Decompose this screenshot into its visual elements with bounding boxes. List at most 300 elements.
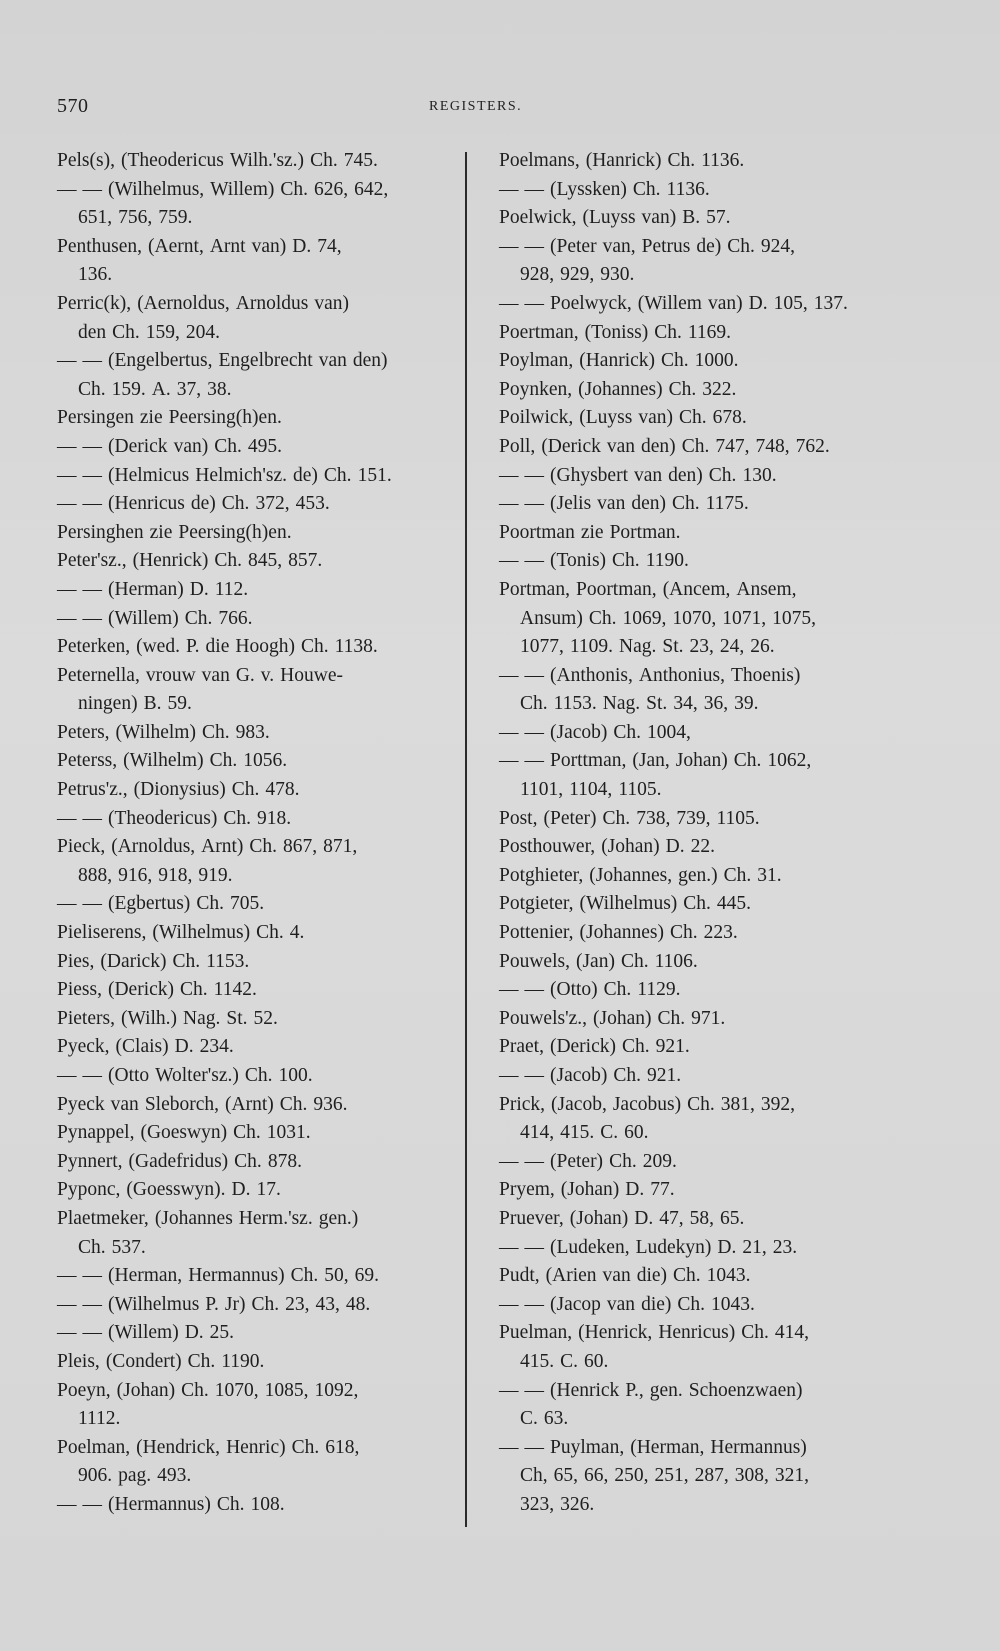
index-word: Ch. (184, 607, 213, 629)
index-word: Arnt) (201, 836, 244, 858)
index-word: (Helmicus (108, 464, 190, 486)
index-word: Ch. (112, 321, 140, 343)
index-word: 65, (553, 1465, 579, 1487)
index-word: Pleis, (57, 1350, 100, 1372)
index-word: 38. (207, 378, 232, 400)
index-entry-line (499, 147, 909, 176)
index-word: (Lyssken) (550, 178, 627, 200)
index-word: Wolter'sz.) (155, 1065, 239, 1086)
index-word: Ch. (673, 1265, 701, 1287)
index-word: 1106. (654, 950, 698, 972)
index-entry-line (499, 519, 909, 548)
index-word: Anthonius, (638, 664, 726, 686)
index-word: Ch. (234, 1150, 262, 1172)
index-word: v. (260, 664, 275, 686)
index-word: — (524, 1379, 544, 1401)
index-word: (Ghysbert (550, 464, 628, 486)
index-word: — (524, 664, 544, 686)
index-word: 626, (314, 178, 349, 200)
index-word: 478. (265, 779, 300, 801)
index-entry-line (57, 547, 462, 576)
index-entry-line (57, 776, 462, 805)
index-word: 1092, (314, 1379, 359, 1401)
index-word: (Derick (541, 435, 601, 457)
index-word: — (499, 1065, 519, 1086)
index-word: ningen) (78, 693, 138, 715)
index-entry-line (57, 719, 462, 748)
index-word: Ansum) (520, 607, 583, 629)
index-word: Ch. (214, 435, 242, 457)
index-entry-line (499, 948, 909, 977)
index-word: Nag. (602, 693, 641, 715)
index-word: D. (634, 1207, 654, 1229)
index-word: Poynken, (499, 378, 573, 400)
index-word: 108. (250, 1493, 285, 1515)
index-word: — (499, 493, 519, 515)
index-word: — (57, 893, 77, 915)
index-word: Pyponc, (57, 1179, 121, 1201)
index-word: Pieck, (57, 836, 106, 858)
index-word: — (499, 979, 519, 1001)
index-word: Ch. (223, 807, 252, 829)
index-word: 1105. (716, 807, 760, 829)
index-word: (Clais) (115, 1036, 169, 1058)
index-word: 58, (689, 1207, 714, 1229)
index-entry-line (57, 147, 462, 176)
index-word: 871, (323, 836, 358, 858)
index-word: 1169. (687, 321, 732, 343)
index-word: St. (662, 636, 684, 658)
index-word: 69. (354, 1265, 379, 1287)
index-word: — (499, 1236, 519, 1258)
index-word: Ch. (669, 922, 698, 944)
index-word: 414, (520, 1122, 555, 1144)
index-word: (Henrick (550, 1379, 620, 1401)
index-word: de) (696, 235, 722, 257)
index-word: — (57, 1293, 77, 1315)
index-word: 1112. (78, 1408, 121, 1430)
index-word: D. (189, 578, 209, 600)
index-word: Pynappel, (57, 1122, 135, 1144)
index-word: Persingen (57, 407, 134, 429)
index-word: (Johan) (593, 1007, 652, 1029)
index-word: 22. (690, 836, 716, 858)
index-word: Hermannus) (188, 1265, 285, 1287)
index-entry-line (57, 261, 462, 290)
index-word: Ch. (687, 1093, 715, 1115)
index-word: Helmich'sz. (195, 464, 288, 486)
index-entry-line (57, 833, 462, 862)
index-word: 1105. (618, 779, 662, 801)
index-word: Petrus'z., (57, 779, 128, 801)
index-word: — (499, 550, 519, 572)
index-word: Ch. (632, 178, 661, 200)
index-word: 1069, (622, 607, 667, 629)
index-word: 936. (313, 1093, 348, 1115)
index-word: D. (231, 1179, 251, 1201)
index-word: den) (352, 350, 388, 372)
index-word: — (82, 435, 102, 457)
index-word: Porttman, (550, 750, 627, 772)
index-word: 23. (772, 1236, 798, 1258)
index-entry-line (499, 1148, 909, 1177)
index-word: Ch, (520, 1465, 548, 1487)
index-word: 151. (357, 464, 392, 486)
index-word: — (524, 721, 544, 743)
index-word: (Johannes (154, 1207, 233, 1229)
index-word: van (201, 664, 230, 686)
index-word: B. (143, 693, 162, 715)
index-entry-line (57, 1205, 462, 1234)
index-word: 37, (176, 378, 202, 400)
running-head: REGISTERS. (429, 99, 523, 114)
index-word: van) (638, 407, 673, 429)
index-entry-line (499, 662, 909, 691)
index-word: D. (174, 1036, 194, 1058)
index-word: 1136. (701, 150, 745, 171)
index-word: 1104, (569, 779, 613, 801)
index-entry-line (57, 1234, 462, 1263)
index-word: 48. (345, 1293, 371, 1315)
index-entry-line (57, 176, 462, 205)
index-entry-line (499, 261, 909, 290)
index-word: Peternella, (57, 664, 140, 686)
index-word: 1056. (243, 750, 288, 772)
index-word: — (82, 464, 102, 486)
index-word: 136. (78, 264, 113, 286)
index-word: Penthusen, (57, 235, 143, 257)
index-entry-line (57, 862, 462, 891)
index-word: Ch. (201, 721, 230, 743)
index-word: B. (682, 207, 701, 229)
index-word: 43, (315, 1293, 340, 1315)
index-word: Ch. (677, 1293, 706, 1315)
index-word: (Wilhelmus) (152, 922, 251, 944)
index-word: van (633, 464, 663, 486)
index-word: 1190. (645, 550, 689, 572)
index-word: (Johan) (560, 1179, 620, 1201)
index-word: (Aernoldus, (137, 292, 230, 314)
index-word: 1175. (705, 493, 749, 515)
index-word: Poelwyck, (550, 292, 632, 314)
index-word: Potghieter, (499, 864, 584, 886)
index-word: 857. (288, 550, 323, 572)
index-word: Wilh.'sz.) (229, 150, 305, 171)
index-word: Pieliserens, (57, 922, 147, 944)
index-word: Henricus) (658, 1322, 736, 1344)
page-number: 570 (57, 95, 89, 117)
index-entry-line (499, 1348, 909, 1377)
index-word: zie (139, 407, 163, 429)
index-word: — (499, 235, 519, 257)
index-word: 759. (158, 207, 193, 229)
index-word: — (82, 578, 102, 600)
index-word: (Jacop (550, 1293, 601, 1315)
index-entry-line (57, 805, 462, 834)
index-word: 878. (267, 1150, 302, 1172)
index-word: Ch. (249, 836, 278, 858)
index-word: Persinghen (57, 521, 144, 543)
index-word: 1062, (767, 750, 812, 772)
index-word: (Luyss (582, 207, 636, 229)
index-word: — (524, 292, 544, 314)
index-word: 739, (676, 807, 711, 829)
index-word: — (82, 1322, 102, 1344)
index-word: Jr) (224, 1293, 246, 1315)
index-word: Ch. (310, 150, 338, 171)
index-entry-line (57, 519, 462, 548)
index-word: (Theodericus (120, 150, 224, 171)
index-word: Peterss, (57, 750, 118, 772)
index-entry-line (499, 233, 909, 262)
index-word: zie (580, 521, 604, 543)
index-word: 1129. (637, 979, 681, 1001)
index-word: Pyeck (57, 1093, 105, 1115)
index-word: 24, (719, 636, 745, 658)
index-word: 642, (354, 178, 389, 200)
index-word: — (524, 1236, 544, 1258)
index-word: Ch. (603, 979, 632, 1001)
index-entry-line (499, 919, 909, 948)
index-word: (Peter (550, 235, 597, 257)
index-word: 21, (742, 1236, 767, 1258)
index-word: die) (636, 1265, 668, 1287)
index-word: 63. (543, 1408, 569, 1430)
index-word: 323, (520, 1493, 555, 1515)
index-word: 1071, (722, 607, 767, 629)
index-entry-line (57, 1434, 462, 1463)
index-word: 1070, (214, 1379, 259, 1401)
index-word: Thoenis) (731, 664, 801, 686)
index-word: Ch. (323, 464, 352, 486)
index-word: — (499, 1293, 519, 1315)
index-word: (Johan) (569, 1207, 629, 1229)
index-entry-line (499, 747, 909, 776)
index-word: Ch. (667, 150, 696, 171)
index-word: — (82, 1493, 102, 1515)
index-word: 26. (750, 636, 775, 658)
index-word: van (110, 1093, 139, 1115)
index-word: — (82, 893, 102, 915)
index-word: Peters, (57, 721, 110, 743)
index-word: 888, (78, 864, 113, 886)
index-word: Peersing(h)en. (178, 521, 292, 543)
index-word: 745. (343, 150, 378, 171)
index-word: 1070, (672, 607, 717, 629)
index-entry-line (499, 1262, 909, 1291)
index-word: 65. (719, 1207, 745, 1229)
index-word: Ch. (221, 493, 250, 515)
index-word: Ch. (180, 979, 208, 1001)
index-word: Perric(k), (57, 292, 132, 314)
index-entry-line (499, 1291, 909, 1320)
index-entry-line (499, 404, 909, 433)
index-word: Herm.'sz. (238, 1207, 313, 1229)
index-word: van, (602, 235, 636, 257)
index-word: Schoenzwaen) (688, 1379, 803, 1401)
index-word: 100. (278, 1065, 313, 1086)
index-entry-line (57, 290, 462, 319)
index-word: 381, (720, 1093, 755, 1115)
index-word: Ch. (671, 493, 700, 515)
index-word: — (499, 664, 519, 686)
index-word: 66, (584, 1465, 609, 1487)
index-entry-line (499, 1319, 909, 1348)
index-word: Poylman, (499, 350, 574, 372)
index-word: (Luyss (579, 407, 633, 429)
index-word: 537. (111, 1236, 146, 1258)
index-entry-line (57, 1405, 462, 1434)
index-word: 618, (325, 1436, 360, 1458)
index-word: den) (641, 435, 676, 457)
index-word: 1153. (206, 950, 250, 972)
index-word: — (82, 1265, 102, 1287)
index-word: den) (631, 493, 666, 515)
index-word: 1138. (334, 636, 378, 658)
index-word: Ch. (602, 807, 631, 829)
index-word: gen.) (318, 1207, 359, 1229)
index-word: 748, (755, 435, 790, 457)
index-word: 705. (229, 893, 265, 915)
index-entry-line (57, 747, 462, 776)
index-word: Ch. (741, 1322, 769, 1344)
index-word: Pryem, (499, 1179, 555, 1201)
index-word: (Hermannus) (108, 1493, 211, 1515)
index-word: (Willem) (108, 1322, 179, 1344)
index-word: Henric) (226, 1436, 286, 1458)
index-entry-line (499, 1405, 909, 1434)
index-word: Ch. (244, 1065, 273, 1086)
index-word: (Johannes, (589, 864, 673, 886)
index-word: Ansem, (736, 578, 797, 600)
index-word: Poll, (499, 435, 536, 457)
index-word: (Hendrick, (136, 1436, 221, 1458)
index-word: C. (560, 1350, 579, 1372)
index-word: Portman. (609, 521, 681, 543)
index-word: van (606, 435, 636, 457)
index-word: Ch. (727, 235, 755, 257)
index-word: 223. (703, 922, 738, 944)
index-word: 678. (712, 407, 747, 429)
index-word: — (57, 350, 77, 372)
index-word: (Jelis (550, 493, 592, 515)
index-entry-line (499, 1205, 909, 1234)
index-word: — (57, 807, 77, 829)
index-entry-line (499, 862, 909, 891)
index-word: (Jacob) (550, 1065, 608, 1086)
index-word: Ch. (520, 693, 548, 715)
index-word: Ch. (668, 378, 697, 400)
index-word: (Anthonis, (550, 664, 633, 686)
index-entry-line (499, 833, 909, 862)
index-word: 1142. (213, 979, 257, 1001)
index-word: gen. (649, 1379, 683, 1401)
index-word: — (57, 178, 77, 200)
index-entry-line (57, 890, 462, 919)
index-word: (Jacob, (551, 1093, 607, 1115)
index-word: (Peter) (543, 807, 597, 829)
index-word: Puelman, (499, 1322, 573, 1344)
index-word: 919. (198, 864, 233, 886)
index-entry-line (499, 719, 909, 748)
index-word: P. (185, 636, 200, 658)
index-word: (Otto (108, 1065, 150, 1086)
index-word: Ch. (251, 1293, 280, 1315)
index-entry-line (57, 633, 462, 662)
index-word: — (57, 1265, 77, 1287)
index-word: Ch. (216, 1493, 245, 1515)
index-entry-line (57, 976, 462, 1005)
index-word: (Wilhelmus) (579, 893, 678, 915)
index-word: P. (205, 1293, 219, 1315)
index-word: Ch. (78, 378, 106, 400)
index-word: 1043. (706, 1265, 751, 1287)
index-word: 372, (255, 493, 290, 515)
index-word: 738, (636, 807, 671, 829)
index-word: Peter'sz., (57, 550, 127, 572)
index-word: 60. (624, 1122, 649, 1144)
index-word: Ch. (622, 1036, 650, 1058)
index-word: Plaetmeker, (57, 1207, 149, 1229)
index-word: de) (293, 464, 318, 486)
index-entry-line (57, 1491, 462, 1520)
index-word: Poortman (499, 521, 575, 543)
index-word: (Johannes) (579, 922, 664, 944)
index-word: (Wilhelmus (108, 1293, 200, 1315)
index-word: Poilwick, (499, 407, 574, 429)
index-word: (Johan) (116, 1379, 176, 1401)
index-word: 1153. (553, 693, 597, 715)
index-word: D. (717, 1236, 737, 1258)
index-entry-line (57, 1262, 462, 1291)
index-word: Pouwels, (499, 950, 570, 972)
index-word: 130. (742, 464, 777, 486)
index-word: C. (600, 1122, 619, 1144)
index-word: Ch. (291, 1436, 320, 1458)
index-word: 1190. (221, 1350, 265, 1372)
index-word: (Peter) (550, 1150, 604, 1172)
index-word: D. (184, 1322, 204, 1344)
index-entry-line (499, 605, 909, 634)
index-word: — (499, 292, 519, 314)
index-word: (Arien (545, 1265, 597, 1287)
index-word: 971. (691, 1007, 726, 1029)
index-word: 36, (703, 693, 729, 715)
index-word: 845, (248, 550, 283, 572)
index-word: van) (173, 435, 209, 457)
index-word: 906. (78, 1465, 113, 1487)
index-word: Posthouwer, (499, 836, 596, 858)
index-word: (Theodericus) (108, 807, 218, 829)
index-entry-line (57, 233, 462, 262)
index-word: — (499, 464, 519, 486)
index-word: (Egbertus) (108, 893, 191, 915)
index-word: 77. (650, 1179, 675, 1201)
index-word: pag. (118, 1465, 152, 1487)
index-word: (Derick (108, 435, 168, 457)
index-word: Ch. (233, 1122, 261, 1144)
index-word: Pies, (57, 950, 95, 972)
index-word: (Goesswyn). (126, 1179, 226, 1201)
index-entry-line (499, 1005, 909, 1034)
index-word: Ch. (256, 922, 284, 944)
index-word: Ch. (300, 636, 329, 658)
index-entry-line (499, 776, 909, 805)
index-word: (Otto) (550, 979, 598, 1001)
index-word: van) (641, 207, 677, 229)
index-word: — (82, 607, 102, 629)
index-entry-line (499, 576, 909, 605)
